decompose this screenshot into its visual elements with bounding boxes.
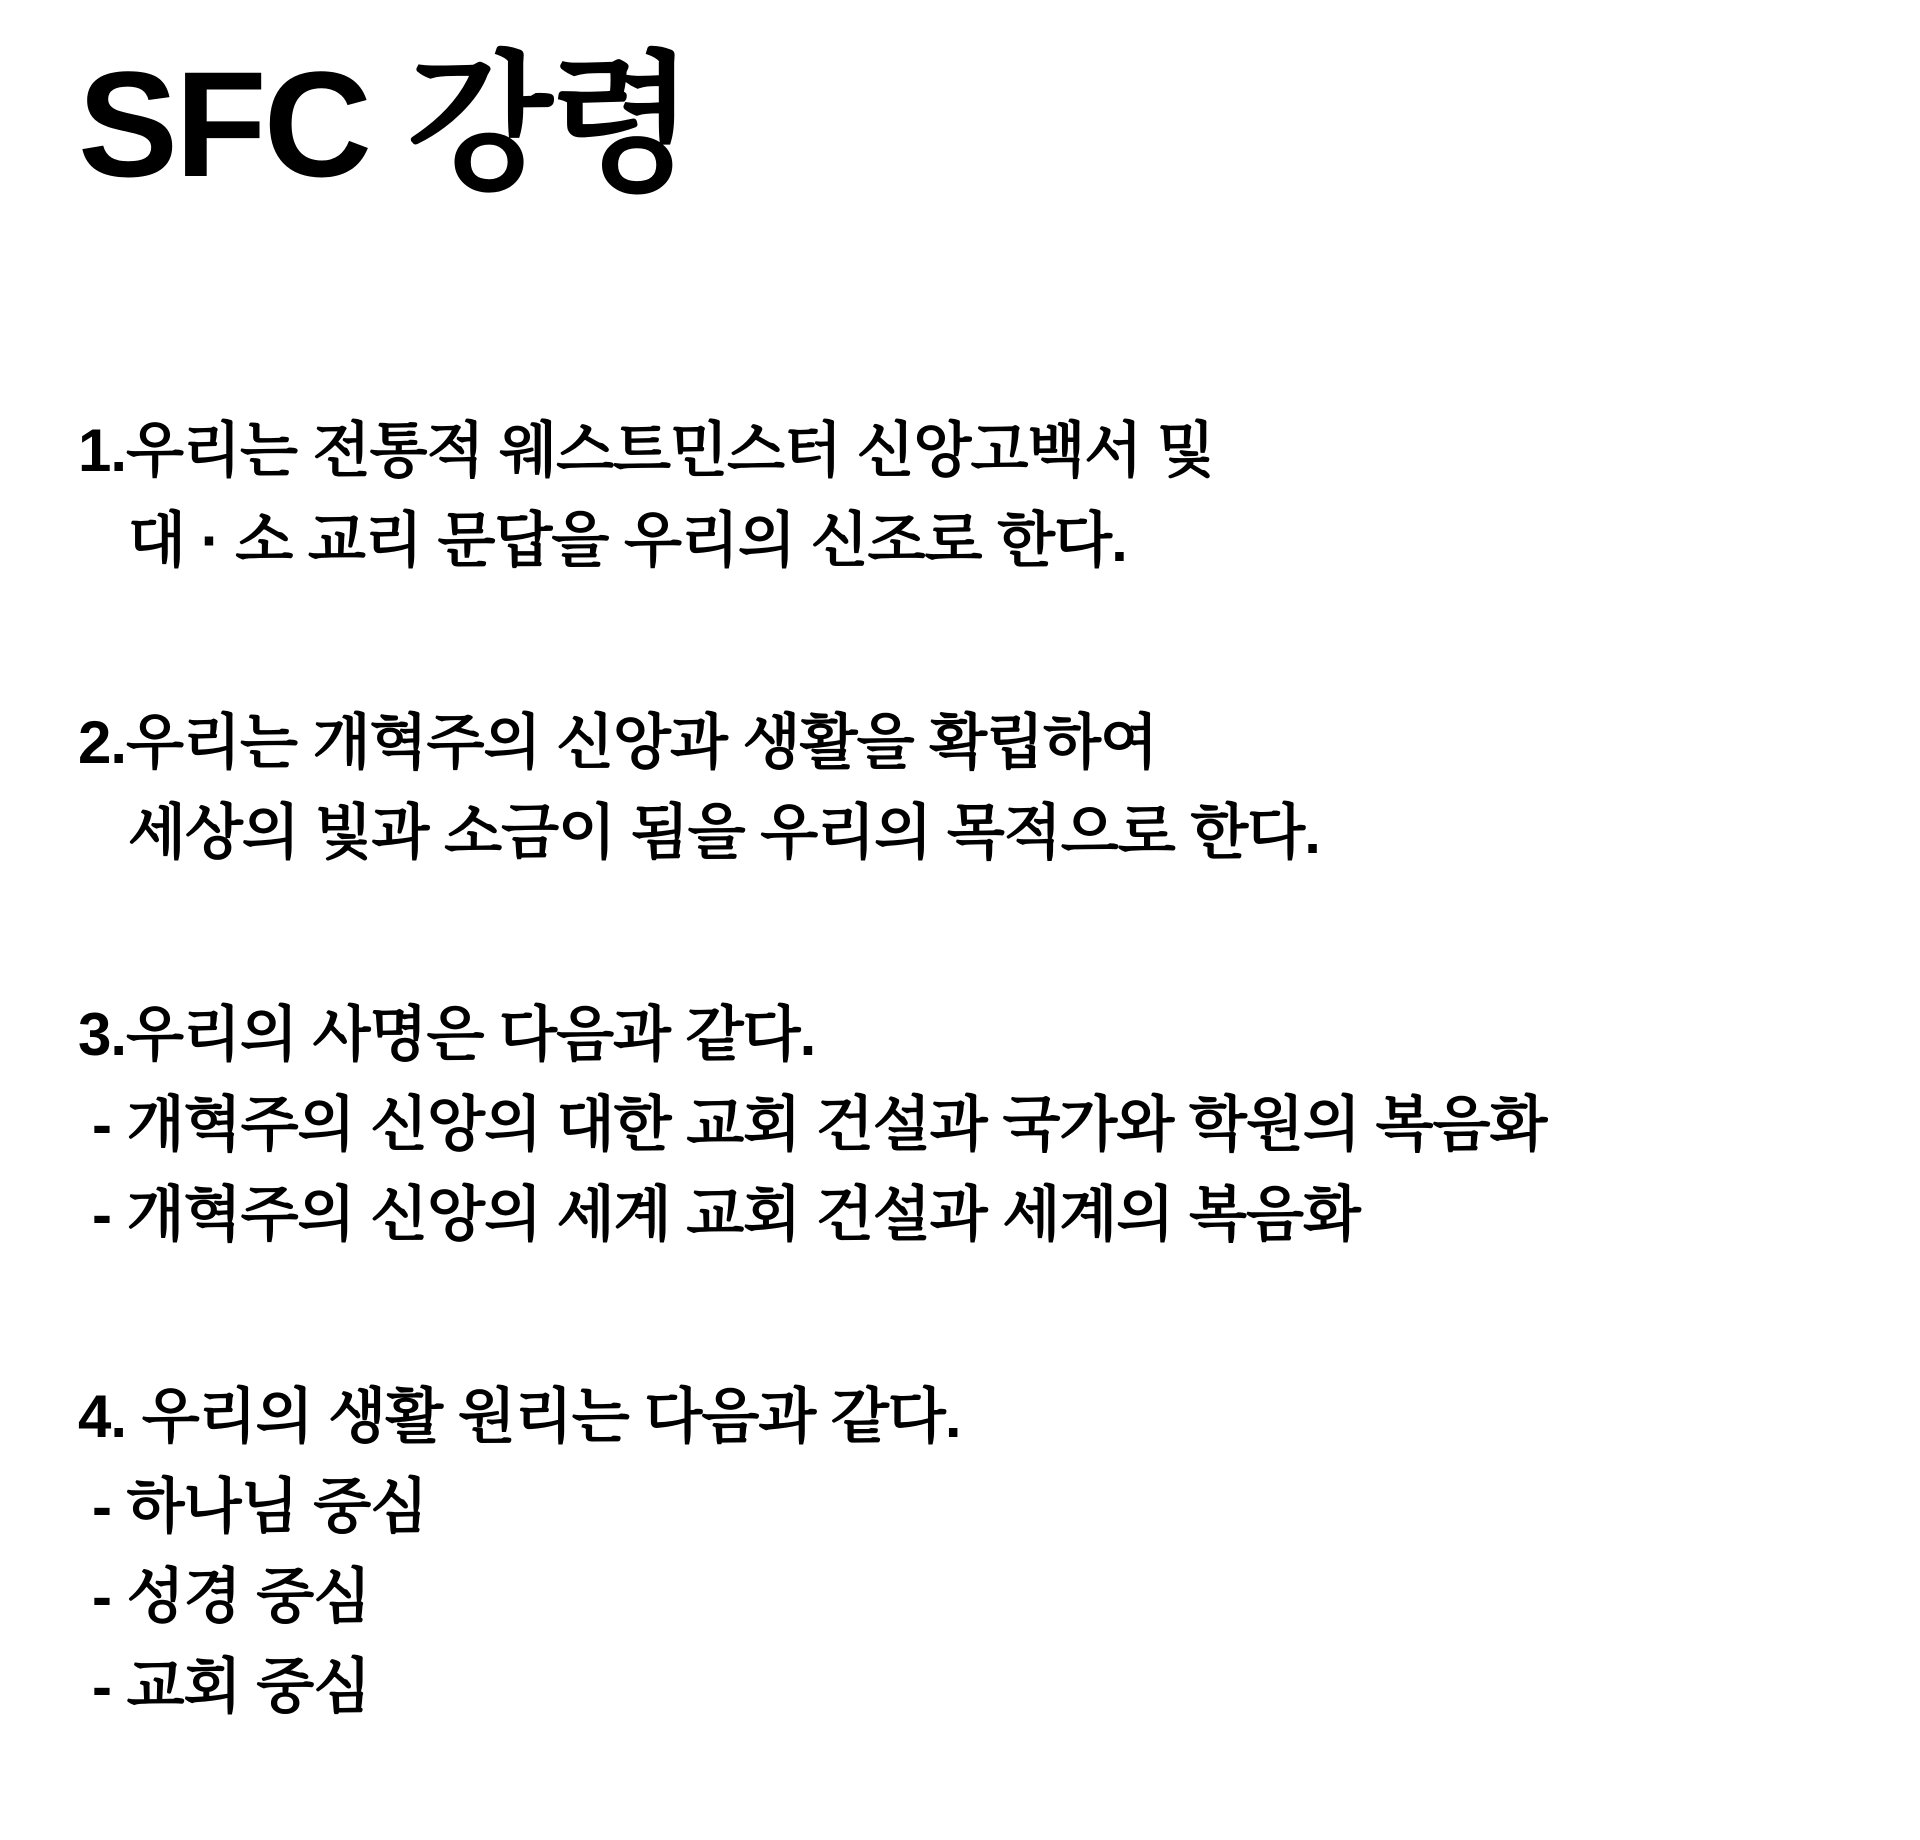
clause-2 xyxy=(78,698,1850,878)
clause-3-subitem-1: - 개혁주의 신앙의 대한 교회 건설과 국가와 학원의 복음화 xyxy=(92,1090,1547,1158)
clause-1-line-2: 대 · 소 교리 문답을 우리의 신조로 한다. xyxy=(128,506,1127,574)
clause-2-line-1: 2.우리는 개혁주의 신앙과 생활을 확립하여 xyxy=(78,708,1158,776)
clause-1-line-1: 1.우리는 전통적 웨스트민스터 신앙고백서 및 xyxy=(78,416,1214,484)
page-title: SFC 강령 xyxy=(78,40,692,208)
clause-4 xyxy=(78,1372,1850,1732)
clause-4-heading: 4. 우리의 생활 원리는 다음과 같다. xyxy=(78,1382,961,1450)
clause-3-heading: 3.우리의 사명은 다음과 같다. xyxy=(78,1000,816,1068)
clause-3 xyxy=(78,990,1850,1260)
clause-4-subitem-1: - 하나님 중심 xyxy=(92,1472,428,1540)
clause-2-line-2: 세상의 빛과 소금이 됨을 우리의 목적으로 한다. xyxy=(128,798,1320,866)
clause-1 xyxy=(78,406,1850,586)
clause-3-subitem-2: - 개혁주의 신앙의 세계 교회 건설과 세계의 복음화 xyxy=(92,1180,1360,1248)
clause-4-subitem-2: - 성경 중심 xyxy=(92,1562,371,1630)
clause-4-subitem-3: - 교회 중심 xyxy=(92,1652,371,1720)
